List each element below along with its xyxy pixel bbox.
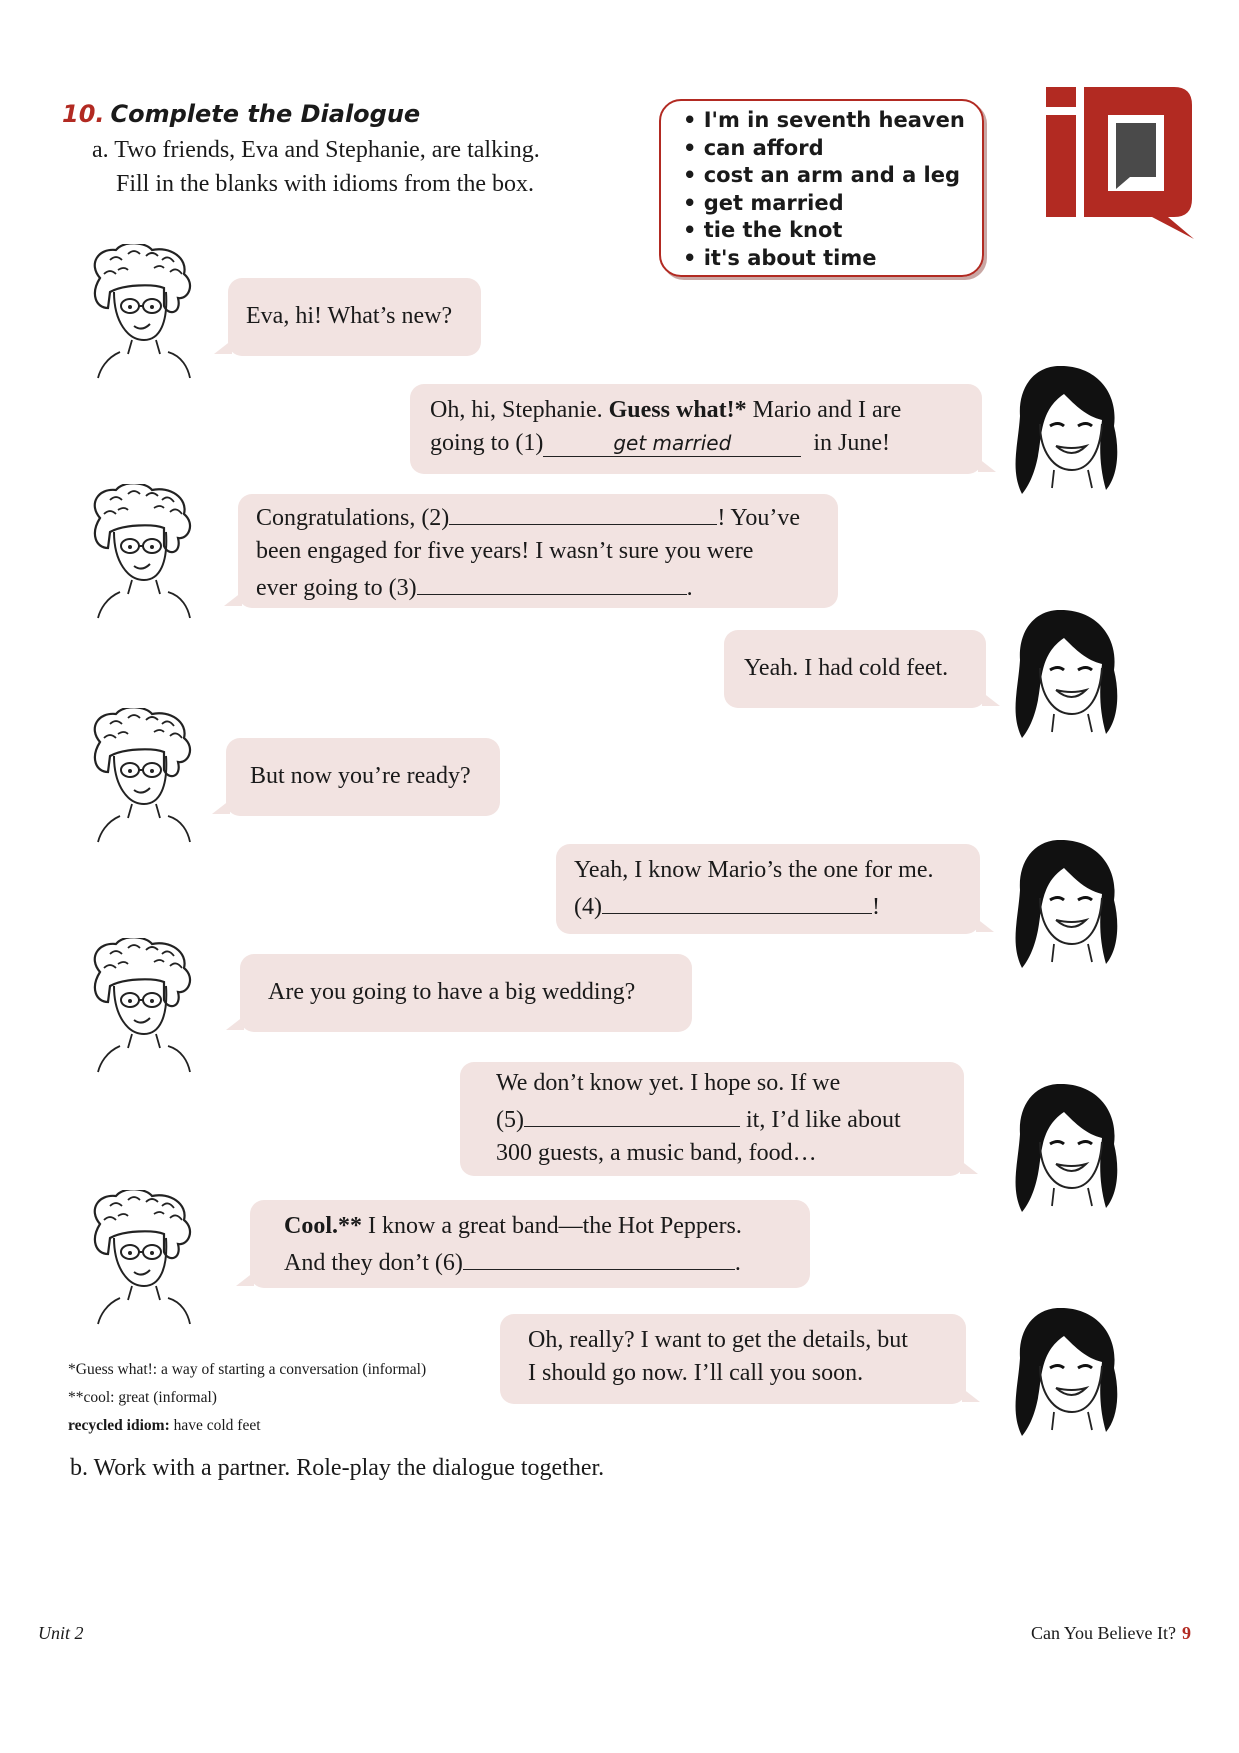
cool-term: Cool.** bbox=[284, 1213, 362, 1239]
speech-bubble-eva: Are you going to have a big wedding? bbox=[240, 954, 692, 1032]
footer-title bbox=[1031, 1623, 1191, 1644]
page-number: 9 bbox=[1182, 1623, 1191, 1643]
speech-bubble-stephanie: We don’t know yet. I hope so. If we (5) it, I’d like about 300 guests, a music band, food… bbox=[460, 1062, 964, 1176]
iq-logo bbox=[1044, 87, 1194, 239]
footnote-3: recycled idiom: have cold feet bbox=[68, 1417, 261, 1434]
idiom-item: • cost an arm and a leg bbox=[683, 162, 982, 190]
idiom-item: • it's about time bbox=[683, 245, 982, 273]
blank-4[interactable] bbox=[602, 887, 872, 914]
dialogue-text: Eva, hi! What’s new? bbox=[246, 303, 453, 329]
eva-portrait bbox=[84, 708, 200, 844]
blank-6[interactable] bbox=[463, 1243, 735, 1270]
stephanie-portrait bbox=[1014, 1308, 1124, 1442]
idiom-item: • I'm in seventh heaven bbox=[683, 107, 982, 135]
part-b-instruction: b. Work with a partner. Role-play the dialogue together. bbox=[70, 1455, 605, 1481]
idiom-item: • get married bbox=[683, 190, 982, 218]
exercise-number: 10. bbox=[62, 100, 105, 128]
instructions bbox=[92, 133, 540, 201]
idiom-item: • tie the knot bbox=[683, 217, 982, 245]
speech-bubble-stephanie: Yeah, I know Mario’s the one for me. (4) ! bbox=[556, 844, 980, 934]
stephanie-portrait bbox=[1014, 610, 1124, 744]
blank-3[interactable] bbox=[417, 568, 687, 595]
guess-what-term: Guess what!* bbox=[608, 397, 747, 423]
footnote-1: *Guess what!: a way of starting a conversation (informal) bbox=[68, 1361, 427, 1378]
exercise-header bbox=[62, 100, 420, 128]
footnote-2: **cool: great (informal) bbox=[68, 1389, 217, 1406]
blank-5[interactable] bbox=[524, 1100, 740, 1127]
instructions-line-1: a. Two friends, Eva and Stephanie, are talking. bbox=[92, 137, 540, 163]
speech-bubble-eva: Cool.** I know a great band—the Hot Peppers. And they don’t (6) . bbox=[250, 1200, 810, 1288]
speech-bubble-stephanie: Yeah. I had cold feet. bbox=[724, 630, 986, 708]
speech-bubble-stephanie: Oh, really? I want to get the details, but I should go now. I’ll call you soon. bbox=[500, 1314, 966, 1404]
eva-portrait bbox=[84, 244, 200, 380]
footer-chapter-title: Can You Believe It? bbox=[1031, 1623, 1176, 1643]
idiom-item: • can afford bbox=[683, 135, 982, 163]
footer-unit: Unit 2 bbox=[38, 1623, 84, 1643]
eva-portrait bbox=[84, 484, 200, 620]
speech-bubble-stephanie: Oh, hi, Stephanie. Guess what!* Mario and I are going to (1) get married in June! bbox=[410, 384, 982, 474]
speech-bubble-eva bbox=[228, 278, 481, 356]
blank-1[interactable]: get married bbox=[543, 430, 801, 457]
exercise-title: Complete the Dialogue bbox=[110, 100, 421, 128]
stephanie-portrait bbox=[1014, 366, 1124, 500]
stephanie-portrait bbox=[1014, 1084, 1124, 1218]
footnotes bbox=[68, 1356, 426, 1440]
eva-portrait bbox=[84, 938, 200, 1074]
speech-bubble-eva: But now you’re ready? bbox=[226, 738, 500, 816]
blank-2[interactable] bbox=[449, 498, 717, 525]
stephanie-portrait bbox=[1014, 840, 1124, 974]
instructions-line-2: Fill in the blanks with idioms from the box. bbox=[116, 171, 534, 197]
eva-portrait bbox=[84, 1190, 200, 1326]
speech-bubble-eva: Congratulations, (2) ! You’ve been engaged for five years! I wasn’t sure you were ever going to (3) . bbox=[238, 494, 838, 608]
idiom-box bbox=[659, 99, 984, 277]
